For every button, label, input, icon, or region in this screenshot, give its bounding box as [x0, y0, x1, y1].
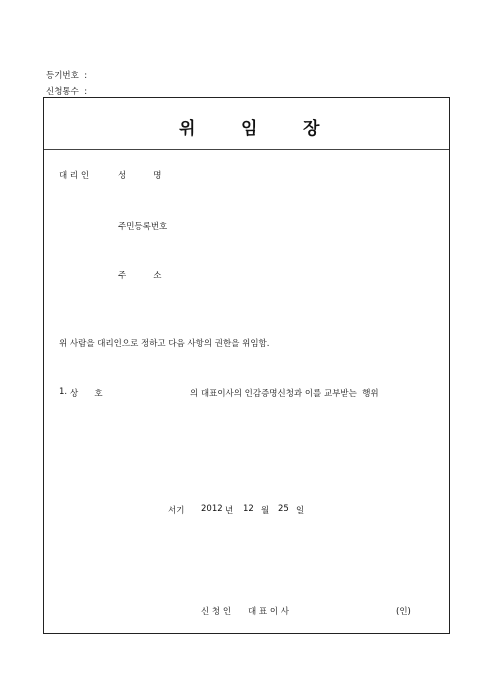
seal-mark: (인): [396, 607, 411, 617]
agent-label: 대 리 인: [59, 171, 90, 181]
name-label: 성 명: [118, 171, 162, 181]
item-company-label: 상 호: [70, 389, 103, 399]
address-label: 주 소: [118, 271, 162, 281]
title-char-3: 장: [303, 119, 320, 139]
date-month-unit: 월: [261, 506, 270, 516]
date-era: 서기: [168, 506, 185, 516]
item-description: 의 대표이사의 인감증명신청과 이를 교부받는 행위: [190, 389, 379, 399]
title-char-1: 위: [179, 119, 196, 139]
power-of-attorney-form: [43, 97, 450, 634]
date-day: 25: [278, 504, 289, 514]
date-year-unit: 년: [225, 506, 234, 516]
item-number: 1.: [59, 387, 68, 397]
date-day-unit: 일: [296, 506, 305, 516]
title-bar: [44, 98, 449, 150]
applicant-role: 대 표 이 사: [248, 607, 289, 617]
applicant-label: 신 청 인: [201, 607, 232, 617]
date-month: 12: [243, 504, 254, 514]
resident-number-label: 주민등록번호: [118, 222, 168, 232]
application-count-label: 신청통수 :: [46, 87, 88, 97]
date-year: 2012: [201, 504, 223, 514]
delegation-statement: 위 사람을 대리인으로 정하고 다음 사항의 권한을 위임함.: [59, 339, 270, 349]
registration-number-label: 등기번호 :: [46, 71, 88, 81]
title-char-2: 임: [241, 119, 258, 139]
